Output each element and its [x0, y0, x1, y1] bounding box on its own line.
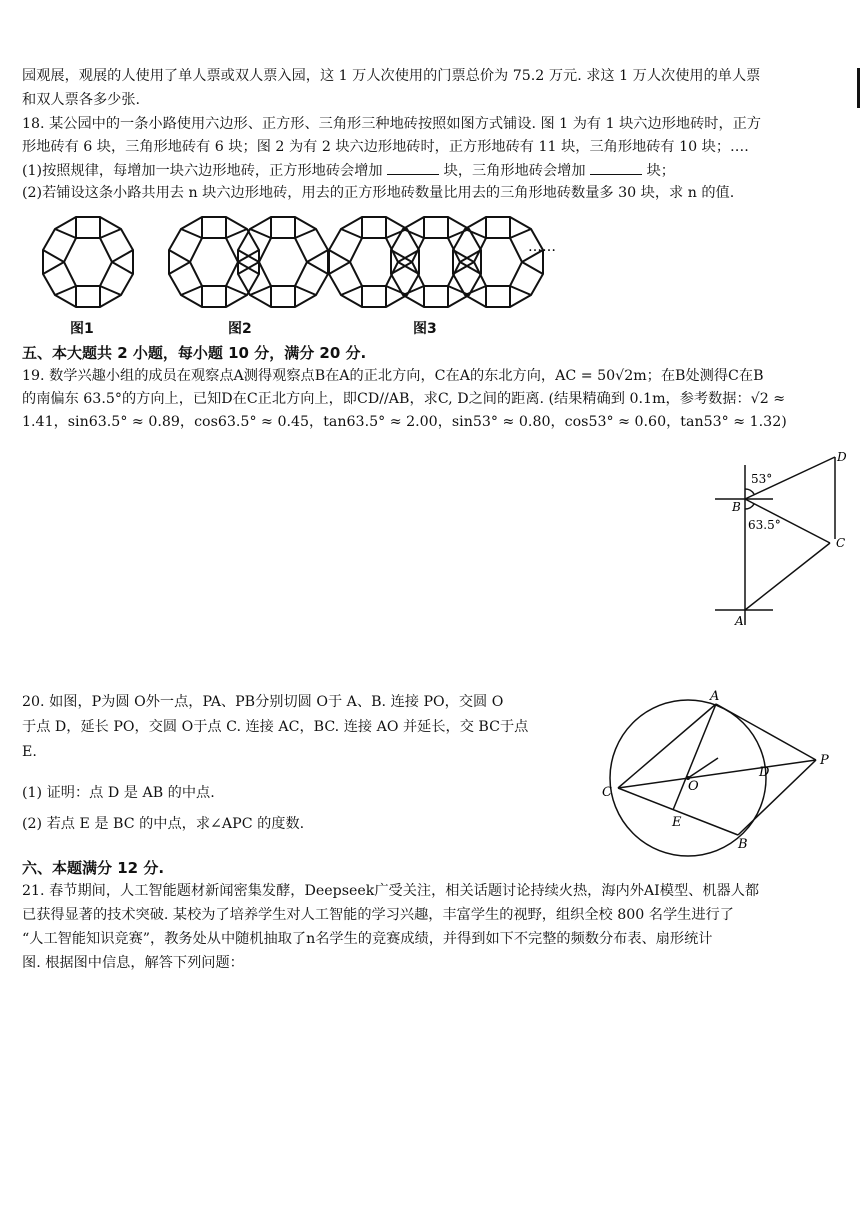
q19-label-D: D [837, 450, 847, 464]
q19-label-C: C [836, 536, 846, 550]
q18-part2: (2)若铺设这条小路共用去 n 块六边形地砖，用去的正方形地砖数量比用去的三角形地砖数量多 30 块，求 n 的值. [22, 185, 735, 201]
q21-text-line4: 图. 根据图中信息，解答下列问题： [22, 955, 244, 971]
q19-direction-figure [705, 450, 855, 635]
q21-text-line1: 21. 春节期间，人工智能题材新闻密集发酵，Deepseek广受关注，相关话题讨论持续火热，海内外AI模型、机器人都 [22, 883, 760, 899]
q18-tile-figures [30, 205, 570, 315]
q20-label-E: E [672, 815, 682, 830]
q19-angle-63-5: 63.5° [748, 518, 781, 532]
q19-label-B: B [732, 500, 741, 514]
q18-part1-text-a: (1)按照规律，每增加一块六边形地砖，正方形地砖会增加 [22, 163, 383, 179]
q20-label-D: D [759, 765, 770, 780]
q21-text-line3: “人工智能知识竞赛”，教务处从中随机抽取了n名学生的竞赛成绩，并得到如下不完整的频数分布表、扇形统计 [22, 931, 713, 947]
figure3-tiles [329, 217, 543, 307]
q19-text-line2: 的南偏东 63.5°的方向上，已知D在C正北方向上，即CD//AB，求C, D之间的距离. (结果精确到 0.1m，参考数据：√2 ≈ [22, 391, 786, 407]
q20-label-P: P [820, 753, 829, 768]
q18-caption-fig1: 图1 [70, 321, 94, 337]
q21-text-line2: 已获得显著的技术突破. 某校为了培养学生对人工智能的学习兴趣，丰富学生的视野，组织全校 800 名学生进行了 [22, 907, 734, 923]
q20-part1: (1) 证明：点 D 是 AB 的中点. [22, 785, 215, 801]
q20-label-C: C [602, 785, 612, 800]
q18-caption-fig3: 图3 [413, 321, 437, 337]
figure2-tiles [169, 217, 328, 307]
q18-answer-blank-1[interactable] [387, 160, 439, 175]
q18-caption-fig2: 图2 [228, 321, 252, 337]
q18-part1 [22, 160, 675, 181]
section-5-heading: 五、本大题共 2 小题，每小题 10 分，满分 20 分. [22, 344, 367, 362]
q18-text-line2: 形地砖有 6 块，三角形地砖有 6 块；图 2 为有 2 块六边形地砖时，正方形地砖有 11 块，三角形地砖有 10 块；…. [22, 139, 749, 155]
q17-text-line1: 园观展，观展的人使用了单人票或双人票入园，这 1 万人次使用的门票总价为 75.2 万元. 求这 1 万人次使用的单人票 [22, 68, 761, 84]
q18-part1-text-c: 块； [646, 163, 675, 179]
q20-circle-figure [598, 690, 838, 850]
q20-label-A: A [710, 689, 720, 704]
q18-text-line1: 18. 某公园中的一条小路使用六边形、正方形、三角形三种地砖按照如图方式铺设. 图 1 为有 1 块六边形地砖时，正方 [22, 116, 762, 132]
q19-text-line3: 1.41，sin63.5° ≈ 0.89，cos63.5° ≈ 0.45，tan63.5° ≈ 2.00，sin53° ≈ 0.80，cos53° ≈ 0.60，tan53° ≈ 1.32) [22, 414, 787, 430]
figure1-tiles [43, 217, 133, 307]
q18-ellipsis: …… [528, 239, 556, 255]
q20-label-O: O [688, 779, 699, 794]
q20-label-B: B [738, 837, 748, 852]
q20-part2: (2) 若点 E 是 BC 的中点，求∠APC 的度数. [22, 816, 305, 832]
q17-text-line2: 和双人票各多少张. [22, 92, 141, 108]
q20-text-line2: 于点 D，延长 PO，交圆 O于点 C. 连接 AC，BC. 连接 AO 并延长，交 BC于点 [22, 719, 529, 735]
section-6-heading: 六、本题满分 12 分. [22, 859, 165, 877]
q19-angle-53: 53° [751, 472, 773, 486]
q20-text-line1: 20. 如图，P为圆 O外一点，PA、PB分别切圆 O于 A、B. 连接 PO，交圆 O [22, 694, 504, 710]
q19-label-A: A [735, 614, 744, 628]
q18-part1-text-b: 块，三角形地砖会增加 [443, 163, 586, 179]
q20-text-line3: E. [22, 744, 37, 760]
q19-text-line1: 19. 数学兴趣小组的成员在观察点A测得观察点B在A的正北方向，C在A的东北方向，AC = 50√2m；在B处测得C在B [22, 368, 764, 384]
q18-answer-blank-2[interactable] [590, 160, 642, 175]
